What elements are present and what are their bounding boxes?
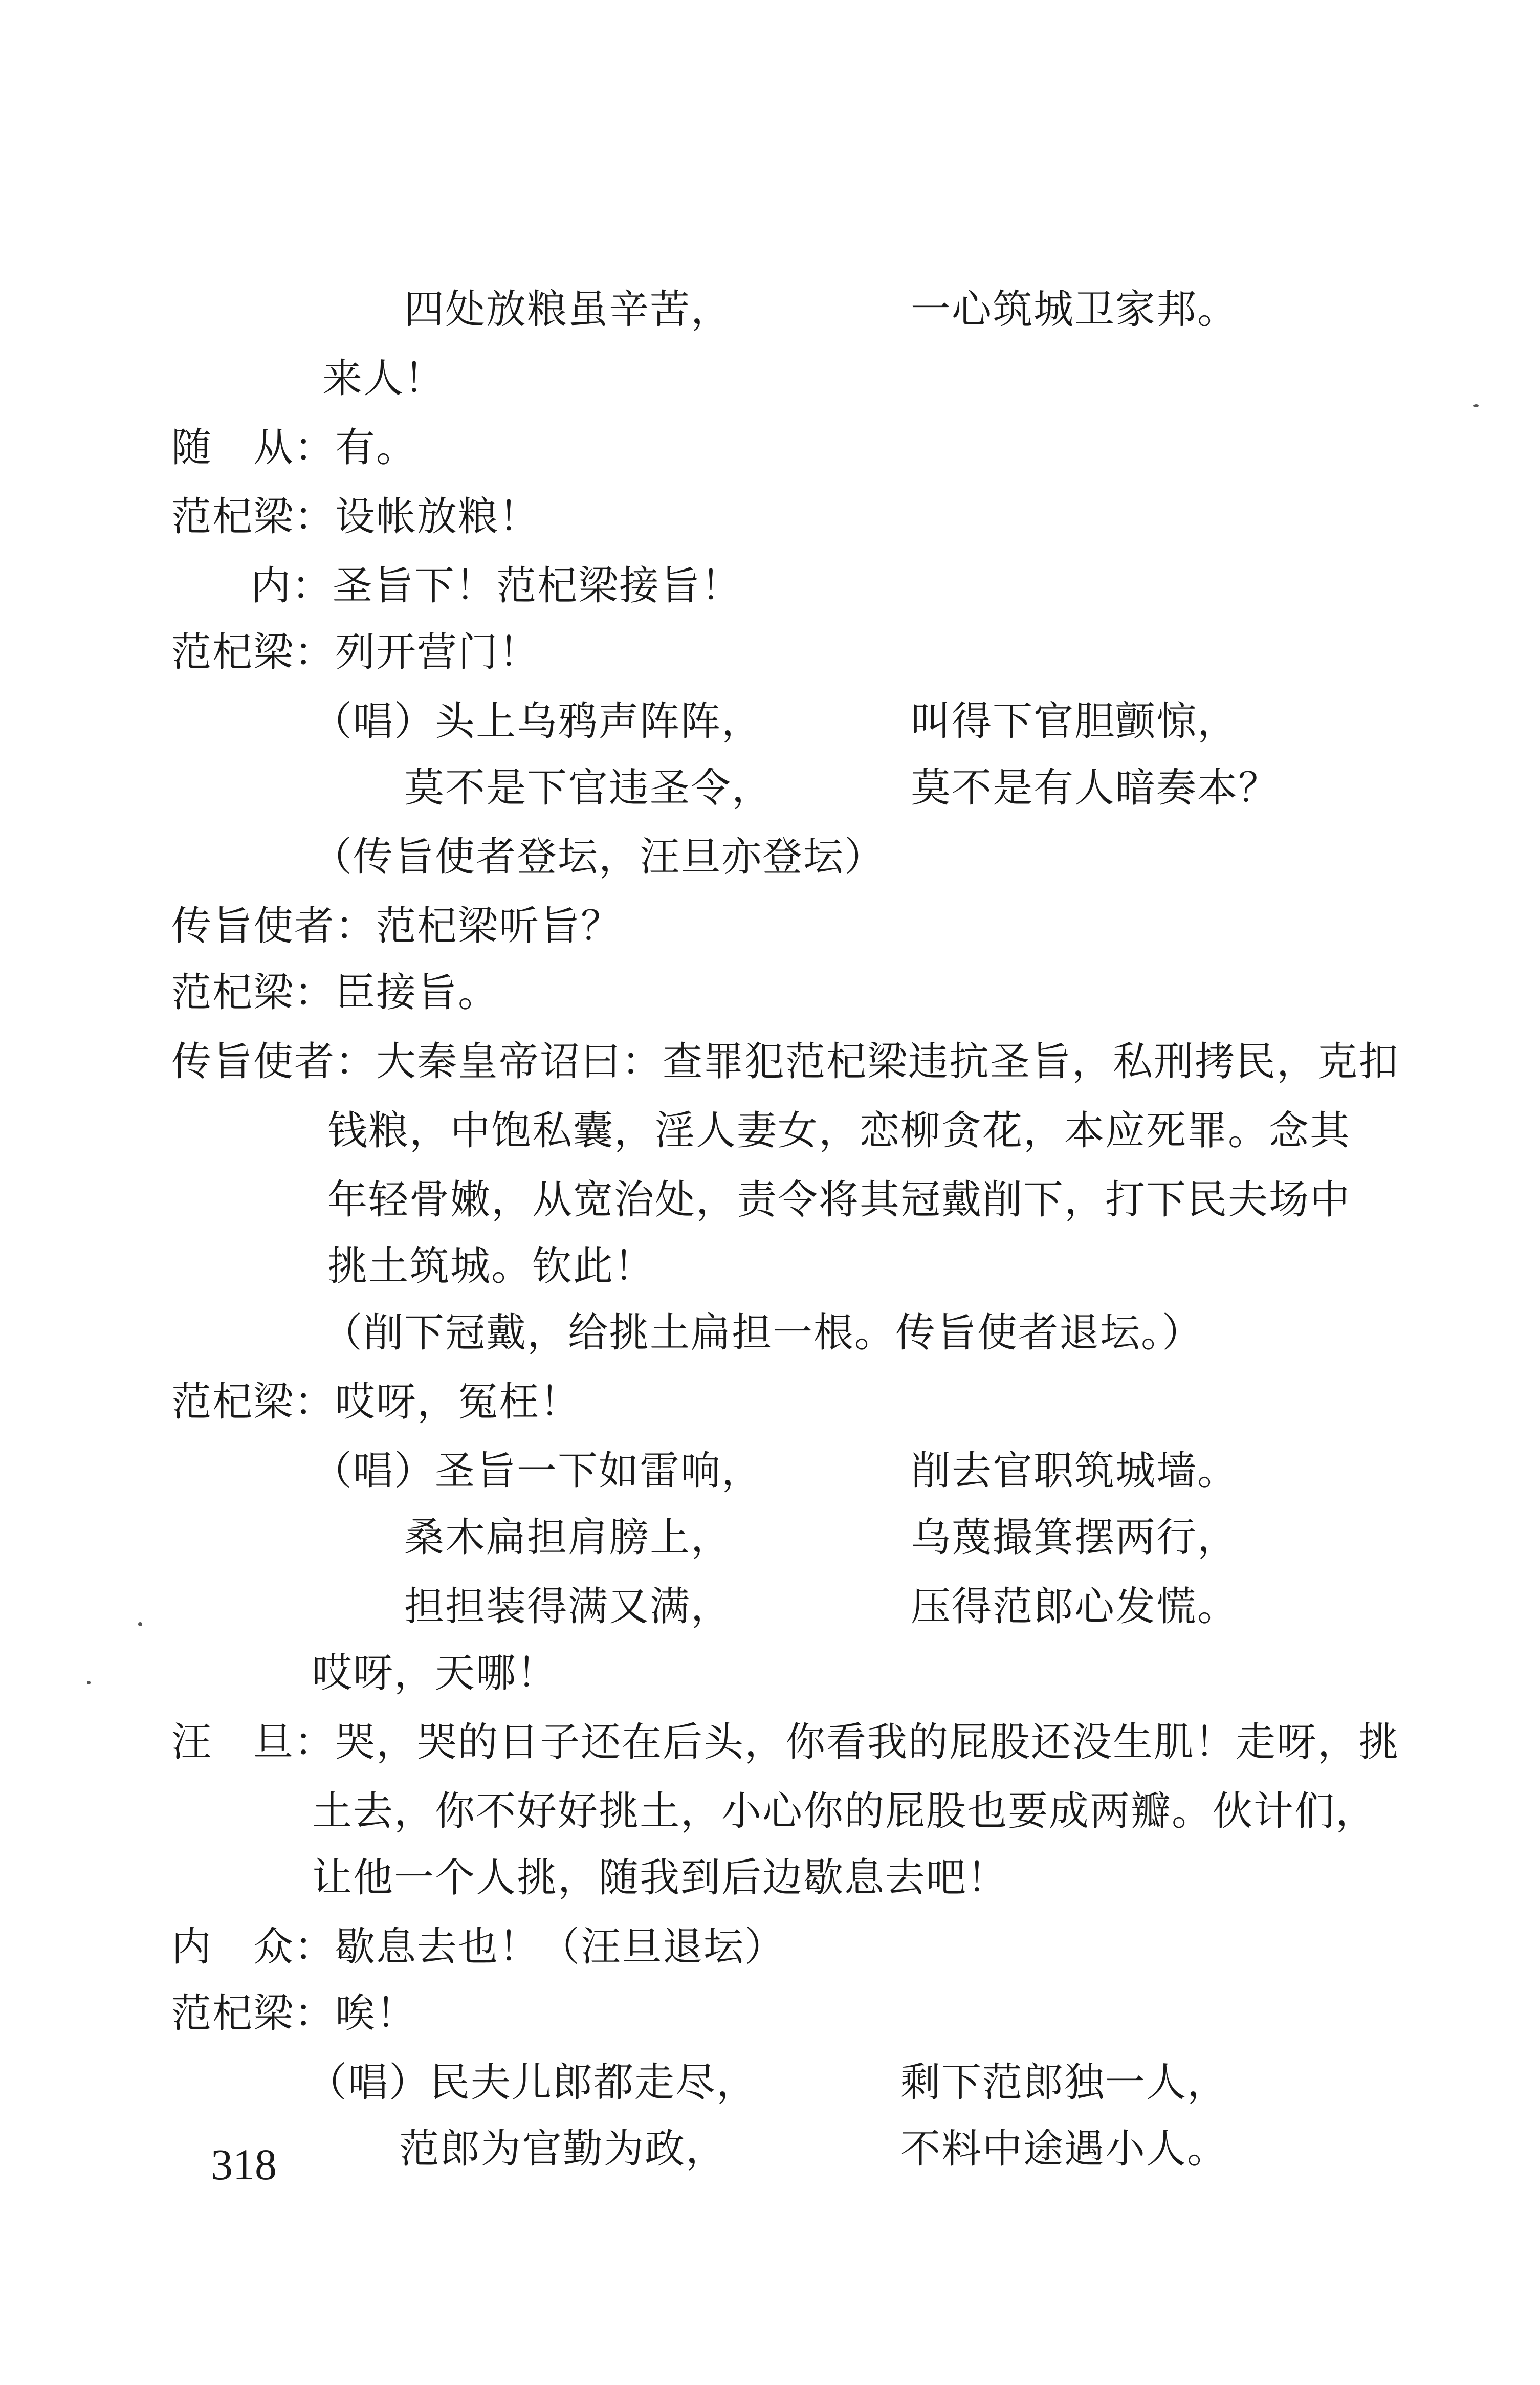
verse-line: 莫不是有人暗奏本？ [911, 765, 1280, 811]
script-line: 哎呀，天哪！ [312, 1650, 558, 1696]
scan-speck [1473, 404, 1479, 407]
verse-line: （唱）头上乌鸦声阵阵， [312, 698, 763, 745]
dialogue-line: 传旨使者：大秦皇帝诏曰：查罪犯范杞梁违抗圣旨，私刑拷民，克扣 [171, 1039, 1400, 1085]
dialogue-line: 汪 旦：哭，哭的日子还在后头，你看我的屁股还没生肌！走呀，挑 [171, 1719, 1400, 1765]
verse-line: （唱）圣旨一下如雷响， [312, 1448, 763, 1494]
stage-direction: （传旨使者登坛，汪旦亦登坛） [312, 834, 886, 880]
dialogue-line: 让他一个人挑，随我到后边歇息去吧！ [312, 1855, 1008, 1901]
dialogue-line: 内：圣旨下！范杞梁接旨！ [251, 563, 742, 609]
verse-line: 范郎为官勤为政， [399, 2126, 727, 2172]
verse-line: 一心筑城卫家邦。 [911, 287, 1239, 333]
verse-line: 叫得下官胆颤惊， [911, 698, 1239, 745]
dialogue-line: 钱粮，中饱私囊，淫人妻女，恋柳贪花，本应死罪。念其 [327, 1108, 1351, 1154]
dialogue-line: 挑土筑城。钦此！ [327, 1243, 655, 1289]
verse-line: 乌蔑撮箕摆两行， [911, 1515, 1239, 1561]
dialogue-line: 随 从：有。 [171, 425, 417, 471]
script-line: 来人！ [322, 356, 446, 402]
verse-line: 桑木扁担肩膀上， [404, 1515, 732, 1561]
dialogue-line: 范杞梁：列开营门！ [171, 629, 540, 675]
stage-direction: （削下冠戴，给挑土扁担一根。传旨使者退坛。） [322, 1310, 1203, 1356]
verse-line: 莫不是下官违圣令， [404, 765, 773, 811]
verse-line: （唱）民夫儿郎都走尽， [307, 2060, 758, 2106]
verse-line: 剩下范郎独一人， [900, 2060, 1228, 2106]
dialogue-line: 范杞梁：设帐放粮！ [171, 494, 540, 540]
scan-speck [138, 1622, 142, 1626]
verse-line: 担担装得满又满， [404, 1584, 732, 1630]
verse-line: 四处放粮虽辛苦， [404, 287, 732, 333]
dialogue-line: 内 众：歇息去也！（汪旦退坛） [171, 1924, 786, 1970]
verse-line: 不料中途遇小人。 [900, 2126, 1228, 2172]
page-number: 318 [211, 2140, 277, 2189]
scan-speck [87, 1681, 91, 1684]
verse-line: 削去官职筑城墙。 [911, 1448, 1239, 1494]
dialogue-line: 传旨使者：范杞梁听旨？ [171, 903, 622, 949]
dialogue-line: 范杞梁：唉！ [171, 1990, 417, 2037]
dialogue-line: 土去，你不好好挑土，小心你的屁股也要成两瓣。伙计们， [312, 1788, 1377, 1834]
dialogue-line: 年轻骨嫩，从宽治处，责令将其冠戴削下，打下民夫场中 [327, 1177, 1351, 1223]
dialogue-line: 范杞梁：臣接旨。 [171, 970, 499, 1016]
verse-line: 压得范郎心发慌。 [911, 1584, 1239, 1630]
dialogue-line: 范杞梁：哎呀，冤枉！ [171, 1379, 581, 1425]
